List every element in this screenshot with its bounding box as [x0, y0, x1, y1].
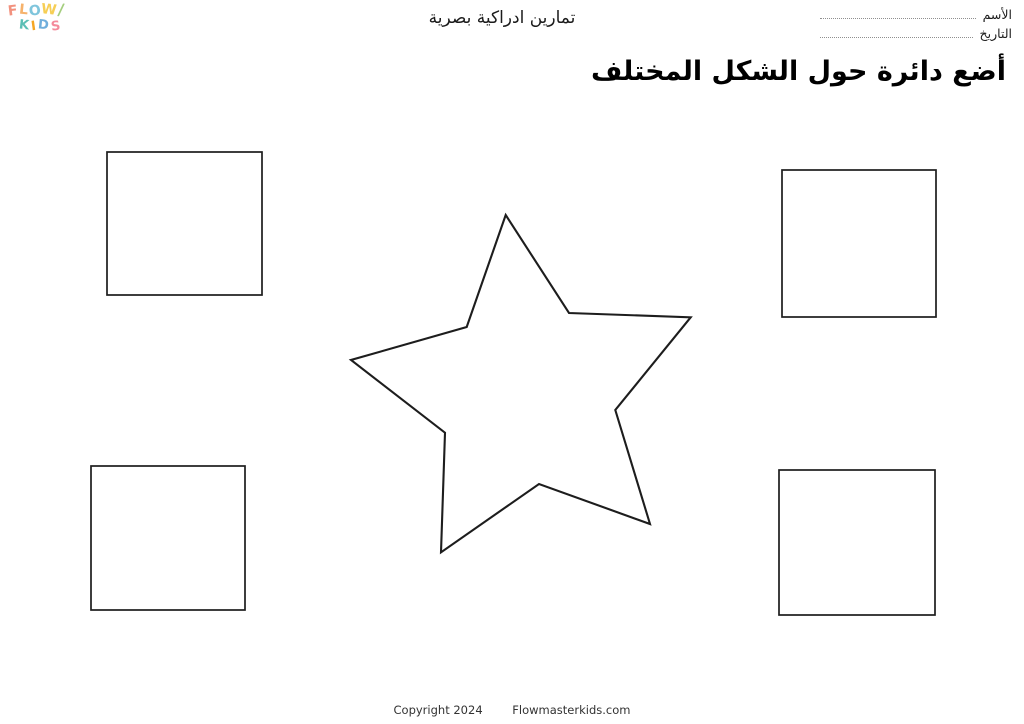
- logo-letter: L: [17, 1, 30, 19]
- worksheet-subject-title: تمارين ادراكية بصرية: [428, 8, 576, 28]
- square-top-right[interactable]: [782, 170, 936, 317]
- instruction-text: أضع دائرة حول الشكل المختلف: [590, 56, 1006, 87]
- date-label: التاريخ: [979, 26, 1012, 41]
- copyright-text: Copyright 2024: [393, 703, 483, 717]
- logo-letter: O: [27, 2, 43, 20]
- square-bottom-left[interactable]: [91, 466, 245, 610]
- name-label: الأسم: [982, 7, 1012, 22]
- logo-letter: F: [7, 2, 20, 20]
- logo-letter: S: [49, 18, 64, 35]
- logo-letter: D: [37, 17, 52, 34]
- square-top-left[interactable]: [107, 152, 262, 295]
- footer: [0, 703, 1024, 717]
- logo-letter: I: [30, 18, 40, 35]
- star-shape[interactable]: [351, 215, 691, 552]
- logo-letter: W: [40, 1, 59, 19]
- website-text: Flowmasterkids.com: [512, 703, 631, 717]
- square-bottom-right[interactable]: [779, 470, 935, 615]
- pencil-slash-icon: /: [56, 0, 67, 20]
- logo-letter: K: [18, 17, 32, 34]
